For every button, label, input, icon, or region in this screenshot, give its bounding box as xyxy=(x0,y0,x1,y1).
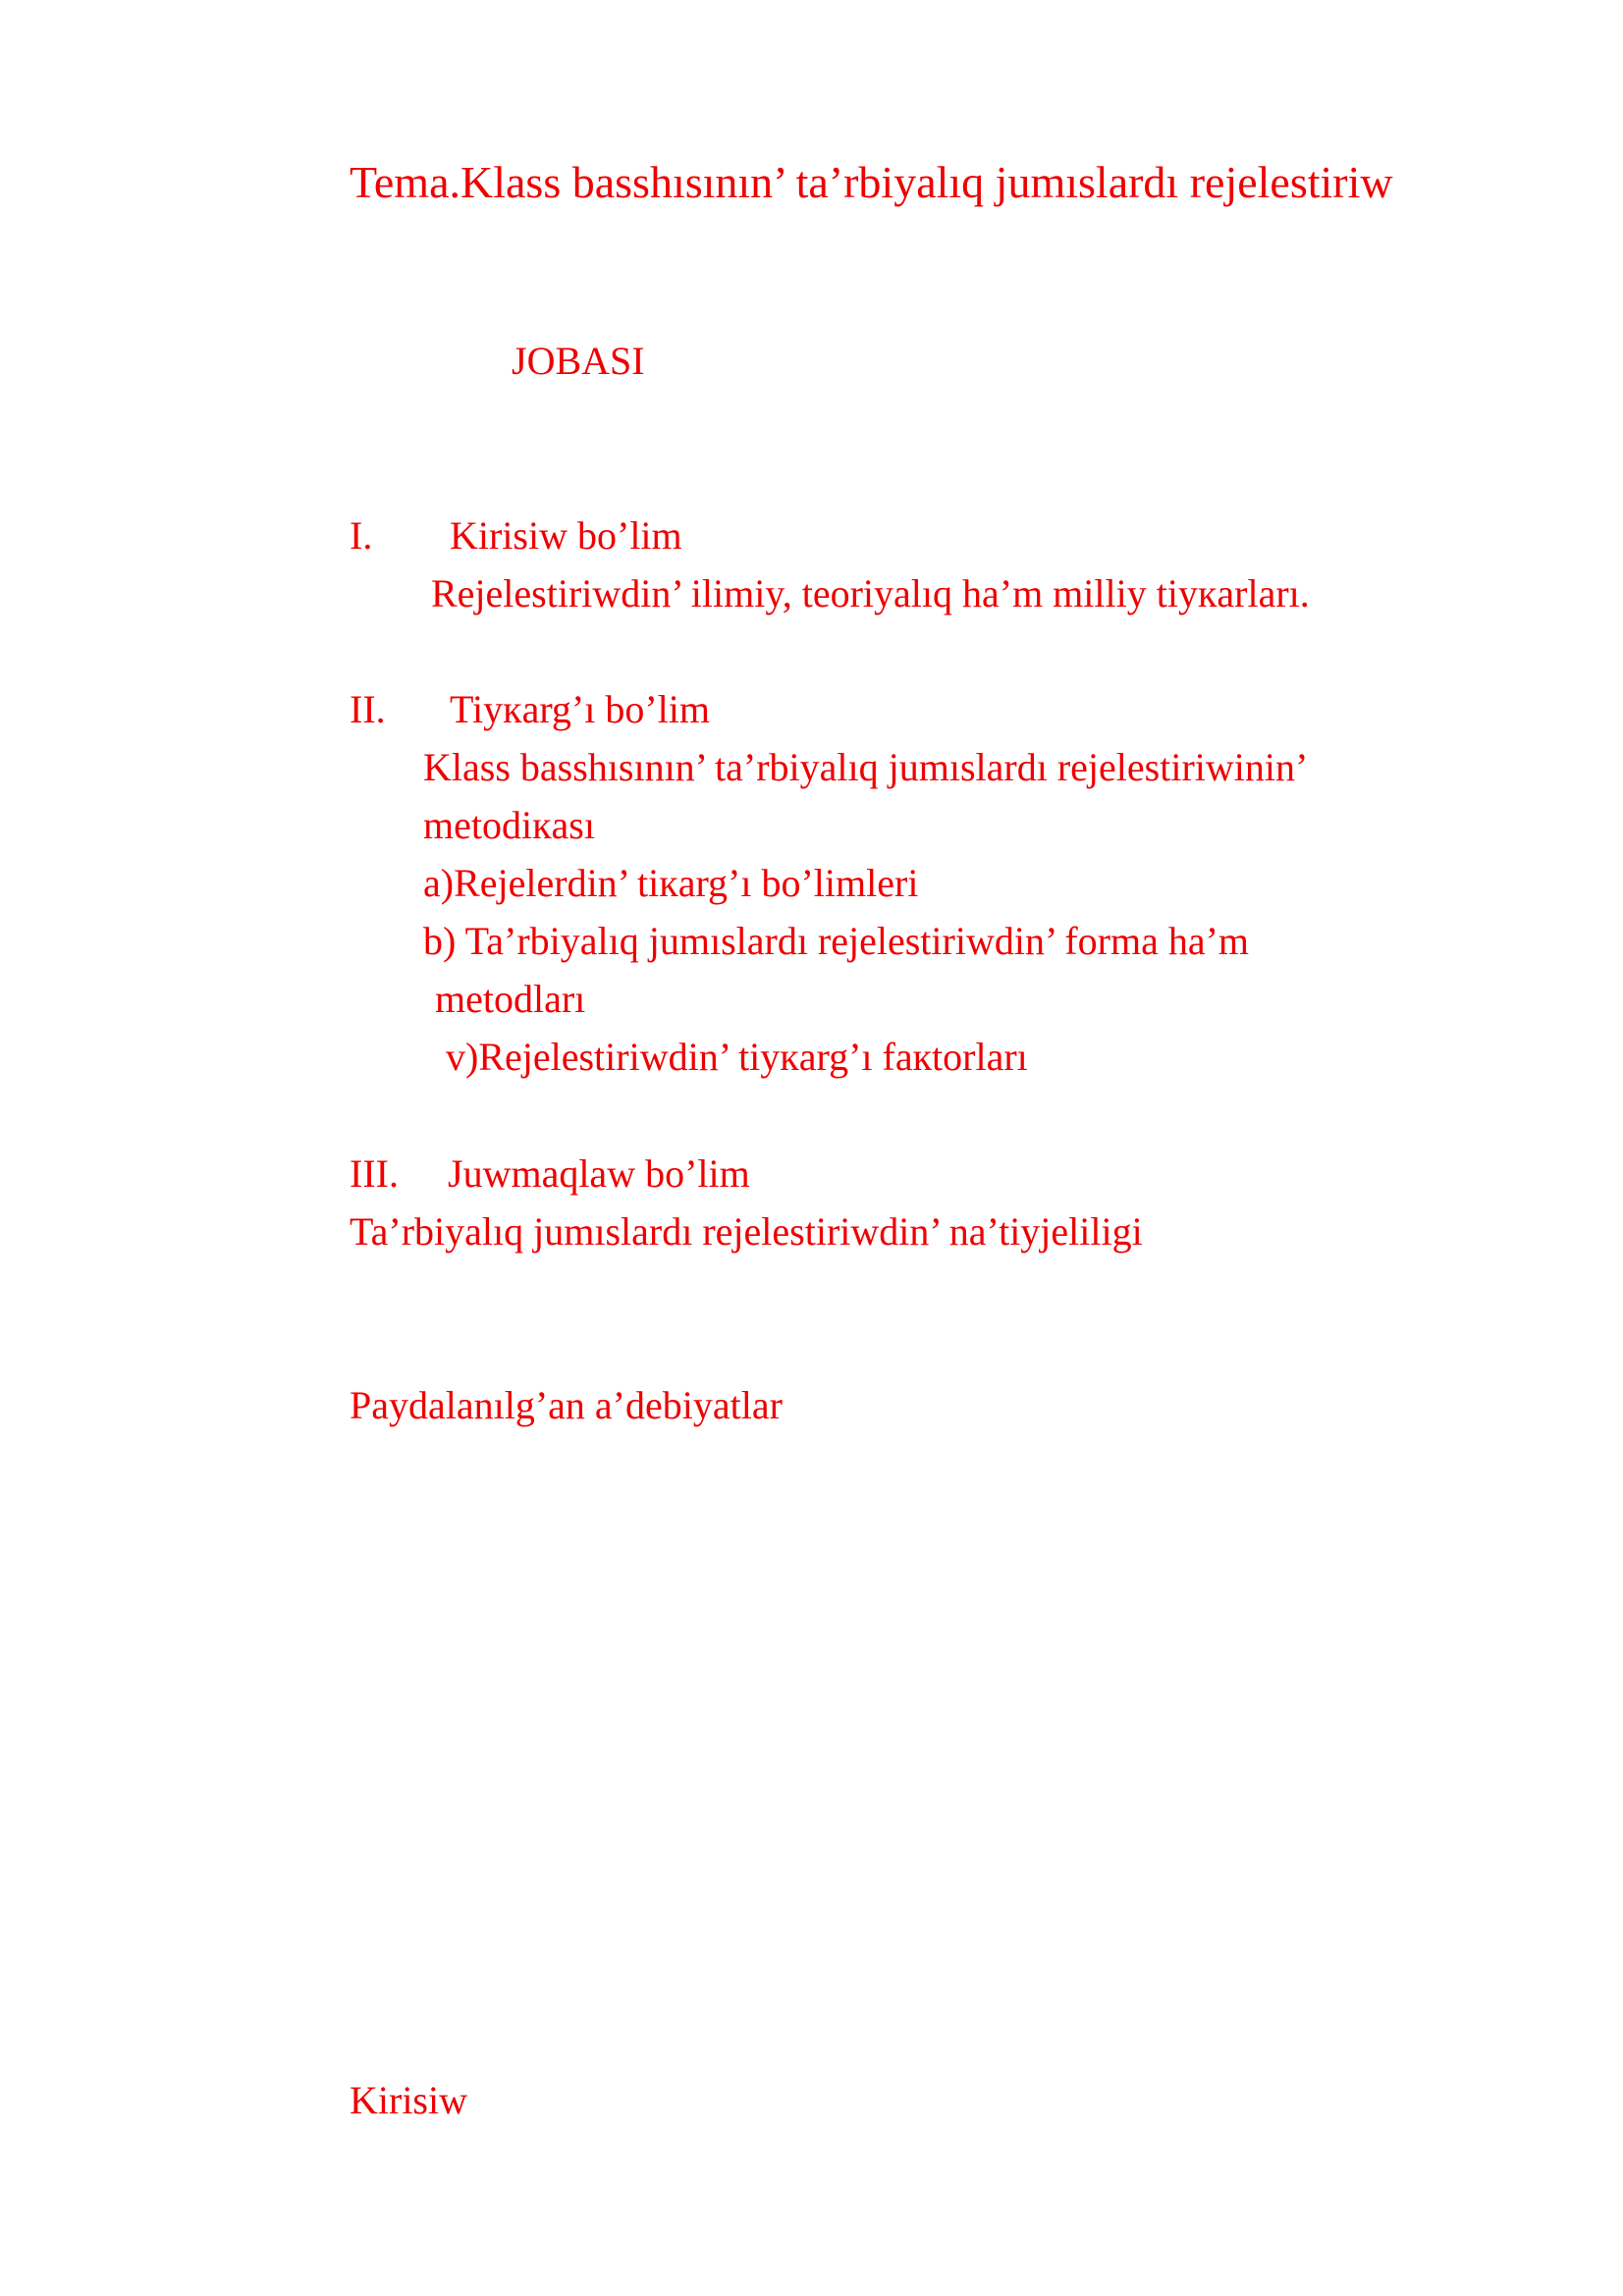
intro-heading: Kirisiw xyxy=(350,2078,467,2122)
section-2-description-line-2: metodiкası xyxy=(423,803,595,847)
section-1-numeral: I. xyxy=(350,513,373,558)
section-1-label: Kirisiw bo’lim xyxy=(450,513,682,558)
section-2-numeral: II. xyxy=(350,687,386,731)
section-3-numeral: III. xyxy=(350,1151,399,1196)
section-1-description: Rejelestiriwdin’ ilimiy, teoriyalıq ha’m milliy tiyкarları. xyxy=(431,571,1310,615)
section-2-label: Tiyкarg’ı bo’lim xyxy=(450,687,711,731)
plan-heading: JOBASI xyxy=(512,339,645,383)
references-heading: Paydalanılg’an a’debiyatlar xyxy=(350,1383,783,1427)
section-2-description-line-1: Klass basshısının’ ta’rbiyalıq jumıslardı rejelestiriwinin’ xyxy=(423,745,1309,789)
section-3-label: Juwmaqlaw bo’lim xyxy=(448,1151,750,1196)
section-2-item-b-line-1: b) Ta’rbiyalıq jumıslardı rejelestiriwdin’ forma ha’m xyxy=(423,919,1250,963)
section-2-item-v: v)Rejelestiriwdin’ tiyкarg’ı faкtorları xyxy=(446,1035,1028,1079)
document-title: Tema.Klass basshısının’ ta’rbiyalıq jumıslardı rejelestiriw xyxy=(350,157,1393,207)
section-3-description: Ta’rbiyalıq jumıslardı rejelestiriwdin’ na’tiyjeliligi xyxy=(350,1209,1143,1254)
section-2-item-b-line-2: metodları xyxy=(435,977,586,1021)
section-2-item-a: a)Rejelerdin’ tiкarg’ı bo’limleri xyxy=(423,861,919,905)
